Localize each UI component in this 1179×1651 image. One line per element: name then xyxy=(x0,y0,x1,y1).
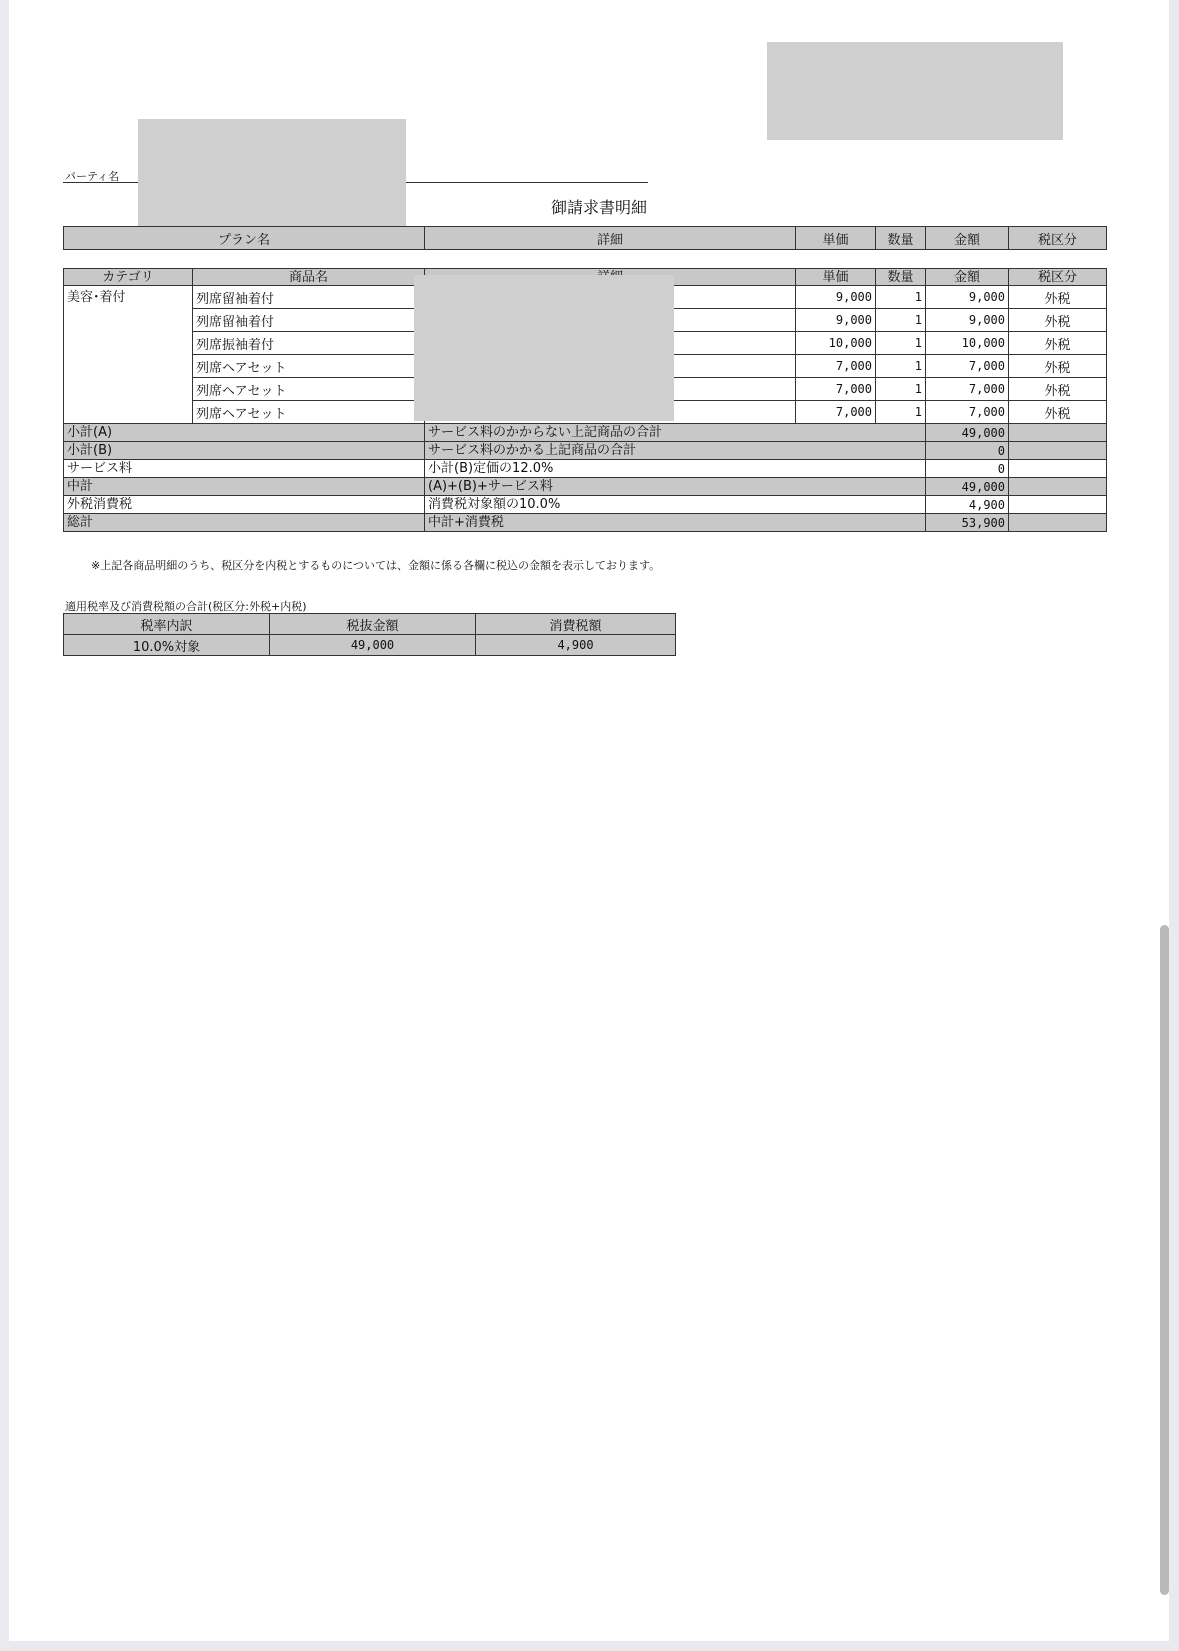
redacted-header-block xyxy=(767,42,1063,140)
rate-header-breakdown: 税率内訳 xyxy=(64,614,270,635)
plan-header-amount: 金額 xyxy=(926,227,1009,250)
quantity: 1 xyxy=(876,401,926,424)
summary-label: 中計 xyxy=(64,478,425,496)
quantity: 1 xyxy=(876,378,926,401)
summary-amount: 49,000 xyxy=(926,424,1009,442)
summary-label: 総計 xyxy=(64,514,425,532)
summary-row-subtotal-b xyxy=(64,442,1107,460)
summary-row-midtotal xyxy=(64,478,1107,496)
document-page xyxy=(9,0,1169,1641)
summary-label: 小計(B) xyxy=(64,442,425,460)
tax-class: 外税 xyxy=(1009,332,1107,355)
summary-label: 外税消費税 xyxy=(64,496,425,514)
detail-header-category: カテゴリ xyxy=(64,269,193,286)
rate-header-tax-amount: 消費税額 xyxy=(476,614,676,635)
tax-class: 外税 xyxy=(1009,355,1107,378)
detail-header-tax-class: 税区分 xyxy=(1009,269,1107,286)
plan-header-detail: 詳細 xyxy=(425,227,796,250)
summary-tax-class xyxy=(1009,514,1107,532)
amount: 7,000 xyxy=(926,401,1009,424)
amount: 9,000 xyxy=(926,286,1009,309)
product-name: 列席振袖着付 xyxy=(193,332,425,355)
product-name: 列席ヘアセット xyxy=(193,401,425,424)
unit-price: 7,000 xyxy=(796,401,876,424)
plan-table xyxy=(63,226,1107,250)
plan-header-plan-name: プラン名 xyxy=(64,227,425,250)
summary-amount: 53,900 xyxy=(926,514,1009,532)
summary-detail: (A)+(B)+サービス料 xyxy=(425,478,926,496)
summary-amount: 0 xyxy=(926,460,1009,478)
summary-row-service-fee xyxy=(64,460,1107,478)
detail-header-amount: 金額 xyxy=(926,269,1009,286)
rate-pre-tax-value: 49,000 xyxy=(270,635,476,656)
summary-amount: 0 xyxy=(926,442,1009,460)
summary-tax-class xyxy=(1009,424,1107,442)
rate-table xyxy=(63,613,676,656)
summary-tax-class xyxy=(1009,460,1107,478)
summary-row-consumption-tax xyxy=(64,496,1107,514)
amount: 9,000 xyxy=(926,309,1009,332)
summary-detail: サービス料のかかる上記商品の合計 xyxy=(425,442,926,460)
summary-tax-class xyxy=(1009,478,1107,496)
rate-summary-title: 適用税率及び消費税額の合計(税区分:外税+内税) xyxy=(65,600,307,613)
product-name: 列席ヘアセット xyxy=(193,355,425,378)
summary-detail: サービス料のかからない上記商品の合計 xyxy=(425,424,926,442)
summary-tax-class xyxy=(1009,496,1107,514)
summary-detail: 消費税対象額の10.0% xyxy=(425,496,926,514)
unit-price: 7,000 xyxy=(796,378,876,401)
summary-amount: 4,900 xyxy=(926,496,1009,514)
unit-price: 9,000 xyxy=(796,309,876,332)
detail-header-quantity: 数量 xyxy=(876,269,926,286)
rate-header-pre-tax: 税抜金額 xyxy=(270,614,476,635)
tax-display-note: ※上記各商品明細のうち、税区分を内税とするものについては、金額に係る各欄に税込の金額を表示しております。 xyxy=(91,559,661,572)
amount: 7,000 xyxy=(926,378,1009,401)
summary-label: サービス料 xyxy=(64,460,425,478)
redacted-party-name xyxy=(138,119,406,229)
quantity: 1 xyxy=(876,309,926,332)
product-name: 列席留袖着付 xyxy=(193,309,425,332)
product-name: 列席留袖着付 xyxy=(193,286,425,309)
tax-class: 外税 xyxy=(1009,309,1107,332)
category-cell: 美容･着付 xyxy=(64,286,193,424)
summary-detail: 中計+消費税 xyxy=(425,514,926,532)
quantity: 1 xyxy=(876,286,926,309)
detail-header-unit-price: 単価 xyxy=(796,269,876,286)
plan-header-unit-price: 単価 xyxy=(796,227,876,250)
quantity: 1 xyxy=(876,332,926,355)
summary-tax-class xyxy=(1009,442,1107,460)
table-row xyxy=(64,635,676,656)
party-name-label: パーティ名 xyxy=(65,170,120,183)
document-title: 御請求書明細 xyxy=(550,198,647,217)
quantity: 1 xyxy=(876,355,926,378)
tax-class: 外税 xyxy=(1009,286,1107,309)
rate-breakdown-value: 10.0%対象 xyxy=(64,635,270,656)
rate-tax-amount-value: 4,900 xyxy=(476,635,676,656)
detail-header-product-name: 商品名 xyxy=(193,269,425,286)
plan-header-quantity: 数量 xyxy=(876,227,926,250)
plan-header-tax-class: 税区分 xyxy=(1009,227,1107,250)
product-name: 列席ヘアセット xyxy=(193,378,425,401)
summary-label: 小計(A) xyxy=(64,424,425,442)
tax-class: 外税 xyxy=(1009,401,1107,424)
unit-price: 7,000 xyxy=(796,355,876,378)
redacted-item-details xyxy=(414,275,674,421)
tax-class: 外税 xyxy=(1009,378,1107,401)
summary-row-subtotal-a xyxy=(64,424,1107,442)
summary-detail: 小計(B)定価の12.0% xyxy=(425,460,926,478)
unit-price: 9,000 xyxy=(796,286,876,309)
summary-amount: 49,000 xyxy=(926,478,1009,496)
vertical-scrollbar[interactable] xyxy=(1160,925,1169,1595)
amount: 7,000 xyxy=(926,355,1009,378)
summary-row-grand-total xyxy=(64,514,1107,532)
amount: 10,000 xyxy=(926,332,1009,355)
unit-price: 10,000 xyxy=(796,332,876,355)
